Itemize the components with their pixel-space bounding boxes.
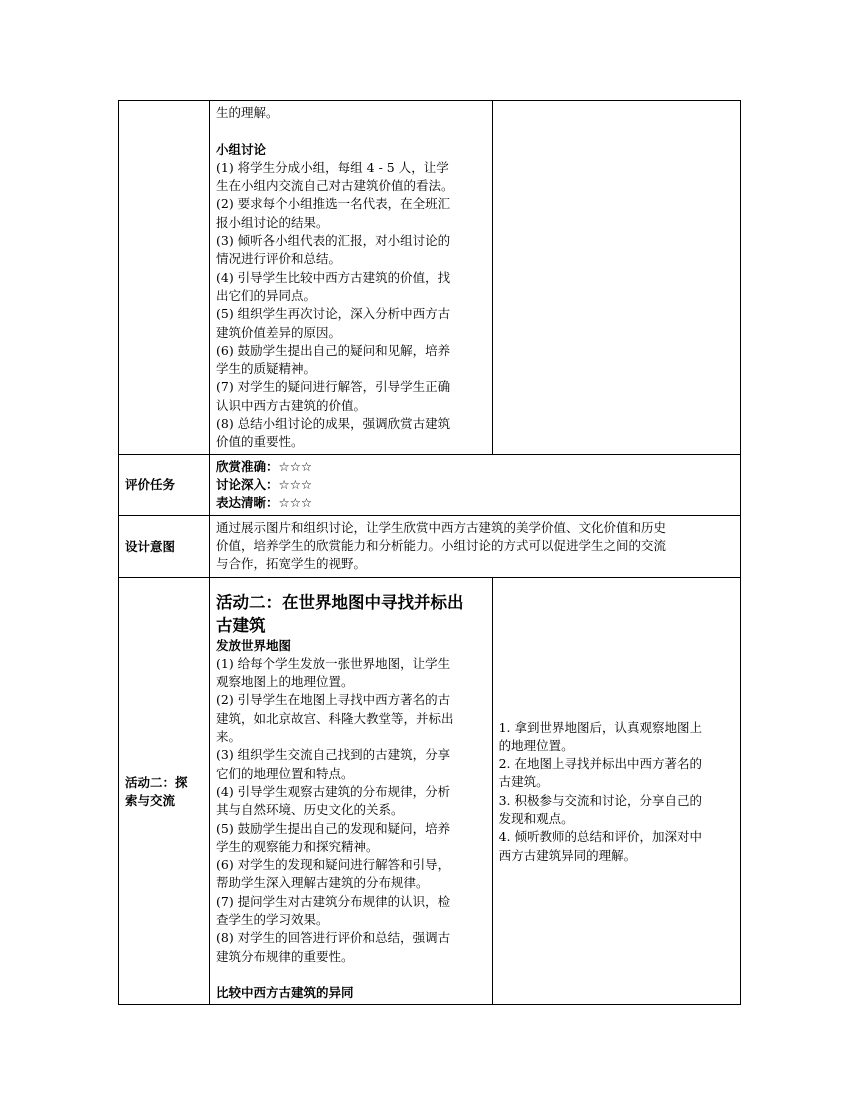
continued-text: 生的理解。 [215,105,279,120]
evaluation-item: 讨论深入：☆☆☆ [215,476,313,492]
list-item: (5) 组织学生再次讨论，深入分析中西方古 建筑价值差异的原因。 [215,306,451,340]
student-activity-cell [492,101,740,455]
list-item: (4) 引导学生观察古建筑的分布规律，分析 其与自然环境、历史文化的关系。 [215,783,451,818]
list-item: (6) 对学生的发现和疑问进行解答和引导， 帮助学生深入理解古建筑的分布规律。 [215,857,451,891]
evaluation-item: 表达清晰：☆☆☆ [215,495,313,511]
list-item: (2) 要求每个小组推选一名代表，在全班汇 报小组讨论的结果。 [215,196,451,230]
student-activity-list [499,719,734,865]
list-item: (5) 鼓励学生提出自己的发现和疑问，培养 学生的观察能力和探究精神。 [215,820,451,854]
table-row [119,101,741,455]
list-item: 1. 拿到世界地图后，认真观察地图上 的地理位置。 [498,719,703,753]
table-row [119,454,741,515]
design-intent-cell [209,515,740,577]
design-intent-text: 通过展示图片和组织讨论，让学生欣赏中西方古建筑的美学价值、文化价值和历史 [215,519,666,535]
design-intent-text: 价值，培养学生的欣赏能力和分析能力。小组讨论的方式可以促进学生之间的交流 [215,537,666,553]
list-item: 3. 积极参与交流和讨论，分享自己的 发现和观点。 [498,792,703,827]
table-row [119,577,741,1005]
design-intent-label: 设计意图 [119,515,210,577]
design-intent-text: 与合作，拓宽学生的视野。 [215,556,366,572]
list-item: (3) 组织学生交流自己找到的古建筑，分享 它们的地理位置和特点。 [215,747,451,781]
teacher-activity-cell [209,577,492,1005]
list-item: (4) 引导学生比较中西方古建筑的价值，找 出它们的异同点。 [215,269,451,303]
list-item: (8) 对学生的回答进行评价和总结，强调古 建筑分布规律的重要性。 [215,930,451,964]
list-item: (8) 总结小组讨论的成果，强调欣赏古建筑 价值的重要性。 [215,416,451,450]
student-activity-cell [492,577,740,1005]
teacher-activity-cell [209,101,492,455]
activity-list [216,655,486,966]
list-item: (7) 提问学生对古建筑分布规律的认识，检 查学生的学习效果。 [215,893,451,927]
evaluation-label: 评价任务 [119,454,210,515]
list-item: (1) 给每个学生发放一张世界地图，让学生 观察地图上的地理位置。 [215,655,451,690]
list-item: (1) 将学生分成小组，每组 4 - 5 人，让学 生在小组内交流自己对古建筑价值的看法。 [215,159,454,194]
group-discussion-heading: 小组讨论 [215,141,266,157]
evaluation-cell [209,454,740,515]
star-rating: ☆☆☆ [278,476,313,492]
table-row [119,515,741,577]
star-rating: ☆☆☆ [278,495,313,511]
activity-two-label: 活动二：探 索与交流 [119,577,210,1005]
list-item: (6) 鼓励学生提出自己的疑问和见解，培养 学生的质疑精神。 [215,342,451,377]
list-item: (3) 倾听各小组代表的汇报，对小组讨论的 情况进行评价和总结。 [215,233,451,267]
row-label-cell [119,101,210,455]
group-discussion-list [216,159,486,452]
list-item: (2) 引导学生在地图上寻找中西方著名的古 建筑，如北京故宫、科隆大教堂等，并标出 来。 [215,692,454,745]
list-item: (7) 对学生的疑问进行解答，引导学生正确 认识中西方古建筑的价值。 [215,379,451,413]
lesson-plan-table [118,100,741,1005]
map-distribution-heading: 发放世界地图 [215,637,291,653]
compare-heading: 比较中西方古建筑的异同 [215,985,354,1001]
list-item: 4. 倾听教师的总结和评价，加深对中 西方古建筑异同的理解。 [498,829,703,863]
activity-title: 活动二：在世界地图中寻找并标出 古建筑 [215,592,464,635]
star-rating: ☆☆☆ [278,458,313,474]
evaluation-item: 欣赏准确：☆☆☆ [215,458,313,474]
list-item: 2. 在地图上寻找并标出中西方著名的 古建筑。 [498,756,703,790]
